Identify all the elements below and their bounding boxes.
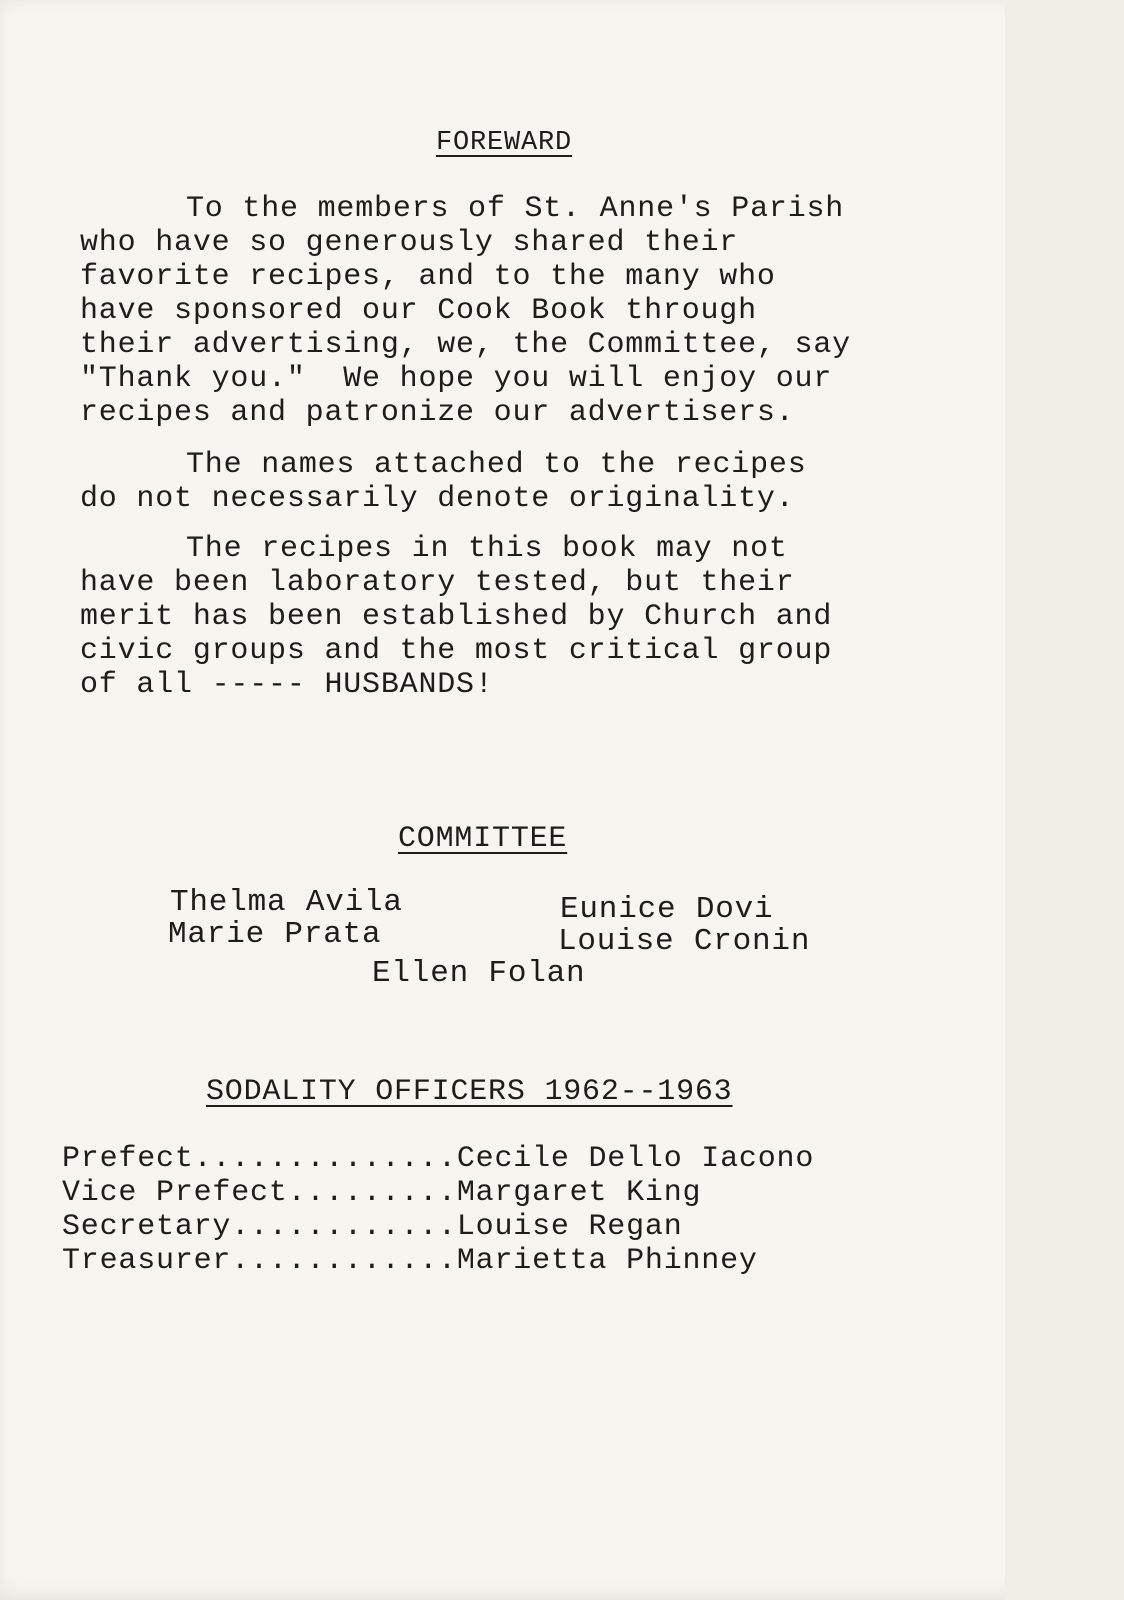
foreward-line: do not necessarily denote originality. <box>80 482 795 516</box>
committee-member: Eunice Dovi <box>560 892 774 927</box>
foreward-line: "Thank you." We hope you will enjoy our <box>80 362 833 396</box>
officer-row: Treasurer............Marietta Phinney <box>62 1244 758 1278</box>
committee-heading: COMMITTEE <box>398 822 568 856</box>
foreward-line: To the members of St. Anne's Parish <box>186 192 845 226</box>
foreward-title: FOREWARD <box>436 128 573 158</box>
foreward-line: of all ----- HUSBANDS! <box>80 668 494 702</box>
foreward-line: merit has been established by Church and <box>80 600 833 634</box>
foreward-line: favorite recipes, and to the many who <box>80 260 776 294</box>
officer-row: Vice Prefect.........Margaret King <box>62 1176 702 1210</box>
committee-member: Ellen Folan <box>372 956 586 991</box>
officers-heading: SODALITY OFFICERS 1962--1963 <box>206 1075 733 1109</box>
foreward-line: have been laboratory tested, but their <box>80 566 795 600</box>
officer-row: Secretary............Louise Regan <box>62 1210 683 1244</box>
officer-row: Prefect..............Cecile Dello Iacono <box>62 1142 815 1176</box>
foreward-line: The recipes in this book may not <box>186 532 788 566</box>
committee-member: Marie Prata <box>168 917 382 952</box>
committee-member: Thelma Avila <box>170 885 403 920</box>
committee-member: Louise Cronin <box>558 924 811 959</box>
foreward-line: their advertising, we, the Committee, say <box>80 328 851 362</box>
foreward-line: The names attached to the recipes <box>186 448 807 482</box>
foreward-line: recipes and patronize our advertisers. <box>80 396 795 430</box>
foreward-line: who have so generously shared their <box>80 226 739 260</box>
foreward-line: civic groups and the most critical group <box>80 634 833 668</box>
foreward-line: have sponsored our Cook Book through <box>80 294 757 328</box>
spiral-binding <box>1005 0 1124 1600</box>
